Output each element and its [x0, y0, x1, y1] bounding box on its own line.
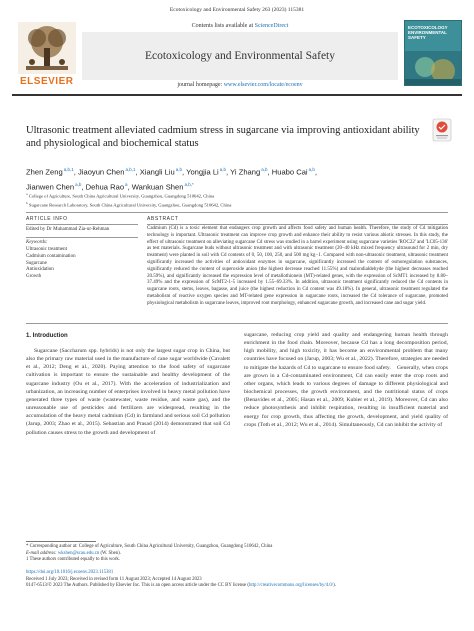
journal-reference: Ecotoxicology and Environmental Safety 263 (2023) 115381	[169, 7, 305, 13]
doi-block	[26, 570, 446, 590]
header-divider	[12, 94, 462, 96]
author-line-2: Jianwen Chen$^{a,b}$, Dehua Rao$^a$, Wankuan Shen$^{a,b,*}$	[26, 181, 194, 192]
cover-title: ECOTOXICOLOGY ENVIRONMENTAL SAFETY	[408, 25, 448, 40]
keyword-item: Cadmium contamination	[26, 253, 76, 259]
author-affiliation-marker[interactable]: a,b,1	[125, 167, 136, 172]
abstract-bottom-divider	[26, 323, 448, 324]
section-divider	[26, 212, 448, 213]
author-affiliation-marker[interactable]: a,b	[75, 181, 82, 187]
author-affiliation-marker[interactable]: a,b,*	[184, 181, 194, 187]
keyword-item: Ultrasonic treatment	[26, 247, 67, 253]
article-info-divider	[26, 224, 138, 225]
equal-contribution-note: 1 These authors contributed equally to this work.	[26, 557, 120, 563]
affiliation-b: $^b$ Sugarcane Research Laboratory, South China Agricultural University, Guangzhou, Guangdong 510642, China	[26, 200, 232, 208]
author-name[interactable]: Jianwen Chen	[26, 182, 75, 192]
doi-link[interactable]: https://doi.org/10.1016/j.ecoenv.2023.115381	[26, 570, 114, 575]
cover-art-image	[405, 51, 462, 86]
elsevier-tree-logo-icon	[18, 22, 76, 74]
abstract-top-divider	[147, 224, 448, 225]
license-statement: 0147-6513/© 2023 The Authors. Published by Elsevier Inc. This is an open access article under the CC BY license (http://creativecommons.org/licenses/by/4.0/).	[26, 583, 336, 589]
author-name[interactable]: Jiaoyun Chen	[77, 167, 125, 177]
intro-column-left: Sugarcane (Saccharum spp. hybrids) is not only the largest sugar crop in China, but also the primary raw material used in the manufacture of cane sugar worldwide (Cavalett et al., 2012; Deng et al., 2020). Paying attention to the food safety of sugarcane cultivation is important to ensure the sustainable and healthy development of the sugarcane industry (Ou et al., 2017). With the acceleration of industrialization and urbanization, an increasing number of enterprises involved in heavy metal pollution have generated three types of waste (wastewater, waste residue, and waste gas), and the unreasonable use of pesticides and fertilizers are widespread, resulting in the accumulation of the heavy metal cadmium (Cd) in farmland and serious soil Cd pollution (Jarup, 2003; Zhao et al., 2015). Sebastian and Prasad (2014) demonstrated that soil Cd pollution causes stress to the growth and development of	[26, 348, 230, 436]
footnote-divider	[26, 541, 96, 542]
author-affiliation-marker[interactable]: a,b	[308, 167, 315, 172]
check-for-updates-icon[interactable]	[432, 118, 452, 142]
author-list	[26, 164, 446, 193]
keywords-divider	[26, 237, 138, 238]
journal-cover-thumbnail[interactable]	[404, 20, 462, 86]
affiliations	[26, 191, 446, 208]
author-affiliation-marker[interactable]: a	[125, 181, 128, 187]
sciencedirect-link[interactable]: ScienceDirect	[254, 23, 289, 29]
abstract-heading: ABSTRACT	[147, 216, 179, 222]
footnotes	[26, 544, 446, 564]
author-name[interactable]: Dehua Rao	[85, 182, 125, 192]
author-name[interactable]: Xiangli Liu	[139, 167, 175, 177]
publisher-logo-text: ELSEVIER	[20, 76, 74, 87]
journal-title[interactable]: Ecotoxicology and Environmental Safety	[144, 50, 336, 62]
author-name[interactable]: Yongjia Li	[186, 167, 219, 177]
author-name[interactable]: Yi Zhang	[230, 167, 261, 177]
email-link[interactable]: wkshen@scau.edu.cn	[57, 550, 100, 556]
author-affiliation-marker[interactable]: a,b	[261, 167, 268, 172]
introduction-heading: 1. Introduction	[26, 333, 68, 339]
license-link[interactable]: http://creativecommons.org/licenses/by/4.0/	[248, 583, 334, 589]
author-affiliation-marker[interactable]: a,b	[175, 167, 182, 172]
keyword-item: Sugarcane	[26, 260, 47, 266]
keyword-item: Growth	[26, 274, 42, 280]
article-info-heading: ARTICLE INFO	[26, 216, 68, 222]
intro-column-right: sugarcane, reducing crop yield and quality and endangering human health through enrichment in the food chain. Moreover, because Cd has a long decomposition period, high mobility, and high toxicity, it has become an environmental problem that many countries have focused on (Jarup, 2003; Wu et al., 2022). Therefore, strategies are needed to mitigate the hazards of Cd to sugarcane to ensure food safety. Generally, when crops are grown in a Cd-contaminated environment, Cd can easily enter the crop roots and other organs, which leads to various degrees of damage to different physiological and biochemical processes, the growth environment, and the nutritional status of crops (Benavides et al., 2005; Hasan et al., 2009; Kubier et al., 2019). Moreover, Cd can also reduce photosynthesis and inhibit respiration, resulting in insufficient material and energy for crop growth, thus affecting the growth, development, and yield quality of crops (Toth et al., 2012; Wu et al., 2014). Simultaneously, Cd can inhibit the activity of	[244, 332, 448, 428]
homepage-link[interactable]: www.elsevier.com/locate/ecoenv	[223, 82, 303, 88]
email-note: E-mail address: wkshen@scau.edu.cn (W. Shen).	[26, 550, 121, 556]
keyword-list	[26, 247, 138, 281]
author-name[interactable]: Huabo Cai	[271, 167, 308, 177]
article-info	[26, 227, 138, 281]
contents-line: Contents lists available at ScienceDirect	[191, 23, 289, 29]
article-title: Ultrasonic treatment alleviated cadmium stress in sugarcane via improving antioxidant ability and physiological and biochemical status	[26, 125, 420, 149]
author-name[interactable]: Zhen Zeng	[26, 167, 63, 177]
author-line-1: Zhen Zeng$^{a,b,1}$, Jiaoyun Chen$^{a,b,1}$, Xiangli Liu$^{a,b}$, Yongjia Li$^{a,b}$, Yi Zhang$^{a,b}$, Huabo Cai$^{a,b}$,	[26, 167, 318, 177]
homepage-line: journal homepage: www.elsevier.com/locate/ecoenv	[177, 82, 303, 88]
author-affiliation-marker[interactable]: a,b,1	[63, 167, 74, 172]
journal-banner	[82, 32, 398, 80]
keyword-item: Antioxidation	[26, 267, 54, 273]
keywords-label: Keywords:	[26, 240, 48, 246]
affiliation-a: $^a$ College of Agriculture, South China Agricultural University, Guangzhou, Guangdong 510642, China	[26, 192, 215, 199]
author-name[interactable]: Wankuan Shen	[131, 182, 184, 192]
received-dates: Received 1 July 2023; Received in revised form 11 August 2023; Accepted 14 August 2023	[26, 576, 202, 582]
abstract-text: Cadmium (Cd) is a toxic element that endangers crop growth and affects food safety and human health. Therefore, the study of Cd mitigation technology is important. Ultrasonic treatment can improve crop growth and enhance their ability to resist various abiotic stresses. In this study, the effect of ultrasonic treatment on alleviating sugarcane Cd stress was studied in a barrel experiment using sugarcane varieties 'ROC22' and 'LC05-136' as test materials. Sugarcane buds without ultrasonic treatment and with ultrasonic treatment (20–40 kHz mixed frequency ultrasound for 2 min, dry treatment) were planted in soil with Cd contents of 0, 50, 100, 250, and 500 mg kg−1. Compared with non-ultrasonic treatment, ultrasonic treatment significantly increased the activities of antioxidant enzymes in sugarcane, significantly increased the content of osmoregulation substances, significantly reduced the content of superoxide anion (the highest decrease reached 11.55%) and malondialdehyde (the highest decreases reached 20.59%), and significantly increased the expression level of metallothionein (MT)-related genes, with the expression of ScMT1 increased by 8.80–37.49% and the expression of ScMT2-1-5 increased by 1.55–69.33%. In addition, ultrasonic treatment significantly reduced the Cd contents in sugarcane roots, stems, leaves, bagasse, and juice (the highest reduction in Cd content was 49.18%). In general, ultrasonic treatment regulated the metabolism of reactive oxygen species and MT-related gene expression in sugarcane roots, increased the Cd tolerance of sugarcane, promoted physiological metabolism in sugarcane leaves, improved root morphology, enhanced sugarcane growth, and increased cane and sugar yield.	[147, 226, 448, 306]
edited-by: Edited by Dr Muhammad Zia-ur-Rehman	[26, 227, 110, 232]
corresponding-author-note: * Corresponding author at: College of Agriculture, South China Agricultural University, Guangzhou, Guangdong 510642, China	[26, 544, 273, 549]
author-affiliation-marker[interactable]: a,b	[219, 167, 227, 172]
journal-header	[12, 20, 462, 90]
